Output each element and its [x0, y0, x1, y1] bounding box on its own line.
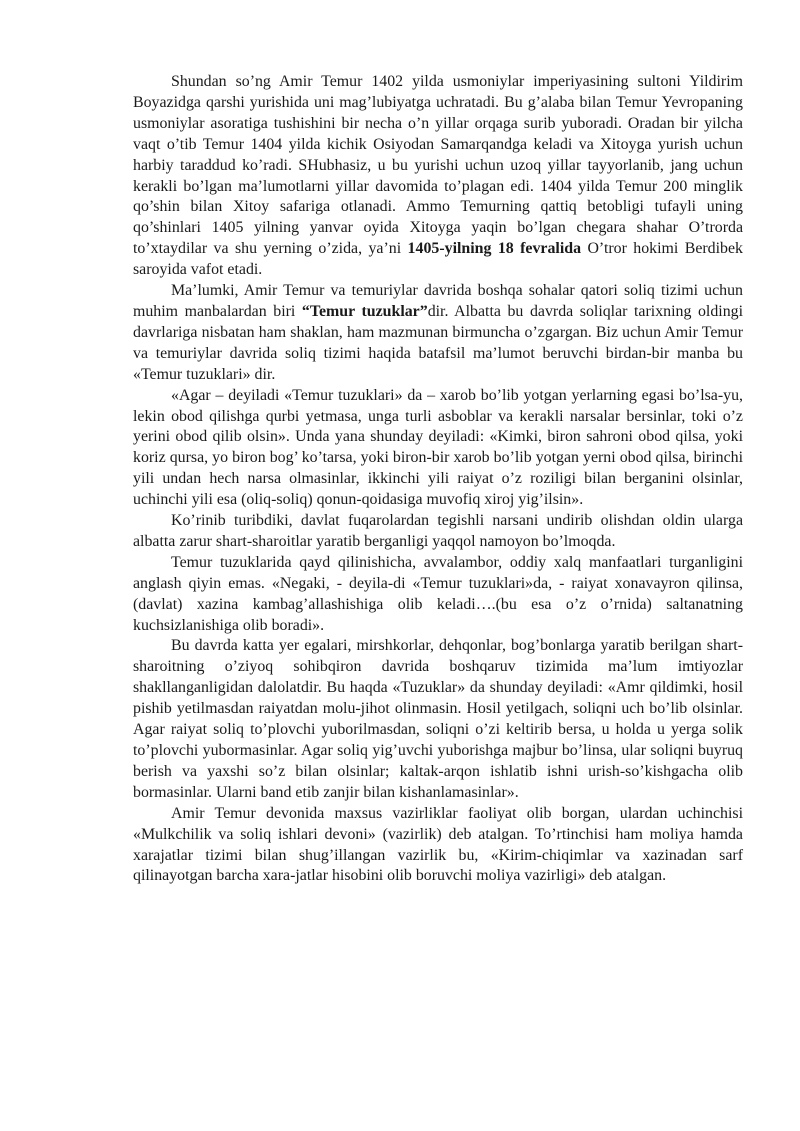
- text-run: «Agar – deyiladi «Temur tuzuklari» da – xarob bo’lib yotgan yerlarning egasi bo’lsa-yu, lekin obod qilishga qurbi yetmasa, unga turli asboblar va kerakli narsalar bersinlar, toki o’z yerini obod qilib olsin». Unda yana shunday deyiladi: «Kimki, biron sahroni obod qilsa, yoki koriz qursa, yo biron bog’ ko’tarsa, yoki biron-bir xarob bo’lib yotgan yerni obod qilsa, birinchi yili undan hech narsa olmasinlar, ikkinchi yili raiyat o’z roziligi bilan berganini olsinlar, uchinchi yili esa (oliq-soliq) qonun-qoidasiga muvofiq xiroj yig’ilsin».: [133, 386, 743, 509]
- text-run: Temur tuzuklarida qayd qilinishicha, avvalambor, oddiy xalq manfaatlari turganligini anglash qiyin emas. «Negaki, - deyila-di «Temur tuzuklari»da, - raiyat xonavayron qilinsa, (davlat) xazina kambag’allashishiga olib keladi….(bu esa o’z o’rnida) saltanatning kuchsizlanishiga olib boradi».: [133, 553, 743, 634]
- paragraph: [133, 804, 743, 888]
- document-page: [133, 72, 743, 887]
- bold-text-run: “Temur tuzuklar”: [301, 302, 428, 320]
- text-run: O’tror hokimi Berdibek saroyida vafot etadi.: [133, 240, 743, 279]
- paragraph: [133, 386, 743, 511]
- paragraph: [133, 281, 743, 386]
- text-run: Shundan so’ng Amir Temur 1402 yilda usmoniylar imperiyasining sultoni Yildirim Boyazidga qarshi yurishida uni mag’lubiyatga uchratadi. Bu g’alaba bilan Temur Yevropaning usmoniylar asoratiga tushishini bir necha o’n yillar orqaga surib yuboradi. Oradan bir yilcha vaqt o’tib Temur 1404 yilda kichik Osiyodan Samarqandga keladi va Xitoyga yurish uchun harbiy taraddud ko’radi. SHubhasiz, u bu yurishi uchun uzoq yillar tayyorlanib, jang uchun kerakli bo’lgan ma’lumotlarni yillar davomida to’plagan edi. 1404 yilda Temur 200 minglik qo’shin bilan Xitoy safariga otlanadi. Ammo Temurning qattiq betobligi tufayli uning qo’shinlari 1405 yilning yanvar oyida Xitoyga yaqin bo’lgan chegara shahar O’trorda to’xtaydilar va shu yerning o’zida, ya’ni: [133, 73, 743, 258]
- paragraph: [133, 72, 743, 281]
- paragraph: [133, 636, 743, 803]
- bold-text-run: 1405-yilning 18 fevralida: [407, 240, 582, 258]
- paragraph: [133, 553, 743, 637]
- paragraph: [133, 511, 743, 553]
- text-run: dir. Albatta bu davrda soliqlar tarixning oldingi davrlariga nisbatan ham shaklan, ham mazmunan birmuncha o’zgargan. Biz uchun Amir Temur va temuriylar davrida soliq tizimi haqida batafsil ma’lumot beruvchi birdan-bir manba bu «Temur tuzuklari» dir.: [133, 302, 743, 383]
- text-run: Ma’lumki, Amir Temur va temuriylar davrida boshqa sohalar qatori soliq tizimi uchun muhim manbalardan biri: [133, 282, 743, 320]
- text-run: Bu davrda katta yer egalari, mirshkorlar, dehqonlar, bog’bonlarga yaratib berilgan shart-sharoitning o’ziyoq sohibqiron davrida boshqaruv tizimida ma’lum imtiyozlar shakllanganligidan dalolatdir. Bu haqda «Tuzuklar» da shunday deyiladi: «Amr qildimki, hosil pishib yetilmasdan raiyatdan molu-jihot olinmasin. Hosil yetilgach, soliqni uch bo’lib olsinlar. Agar raiyat soliq to’plovchi yuborilmasdan, soliqni o’zi keltirib bersa, u holda u yerga solik to’plovchi yubormasinlar. Agar soliq yig’uvchi yuborishga majbur bo’linsa, ular soliqni buyruq berish va yaxshi so’z bilan olsinlar; kaltak-arqon ishlatib ishni urish-so’kishgacha olib bormasinlar. Ularni band etib zanjir bilan kishanlamasinlar».: [133, 637, 743, 801]
- text-run: Ko’rinib turibdiki, davlat fuqarolardan tegishli narsani undirib olishdan oldin ularga albatta zarur shart-sharoitlar yaratib berganligi yaqqol namoyon bo’lmoqda.: [133, 512, 743, 550]
- text-run: Amir Temur devonida maxsus vazirliklar faoliyat olib borgan, ulardan uchinchisi «Mulkchilik va soliq ishlari devoni» (vazirlik) deb atalgan. To’rtinchisi ham moliya hamda xarajatlar tizimi bilan shug’illangan vazirlik bu, «Kirim-chiqimlar va xazinadan sarf qilinayotgan barcha xara-jatlar hisobini olib boruvchi moliya vazirligi» deb atalgan.: [133, 804, 743, 885]
